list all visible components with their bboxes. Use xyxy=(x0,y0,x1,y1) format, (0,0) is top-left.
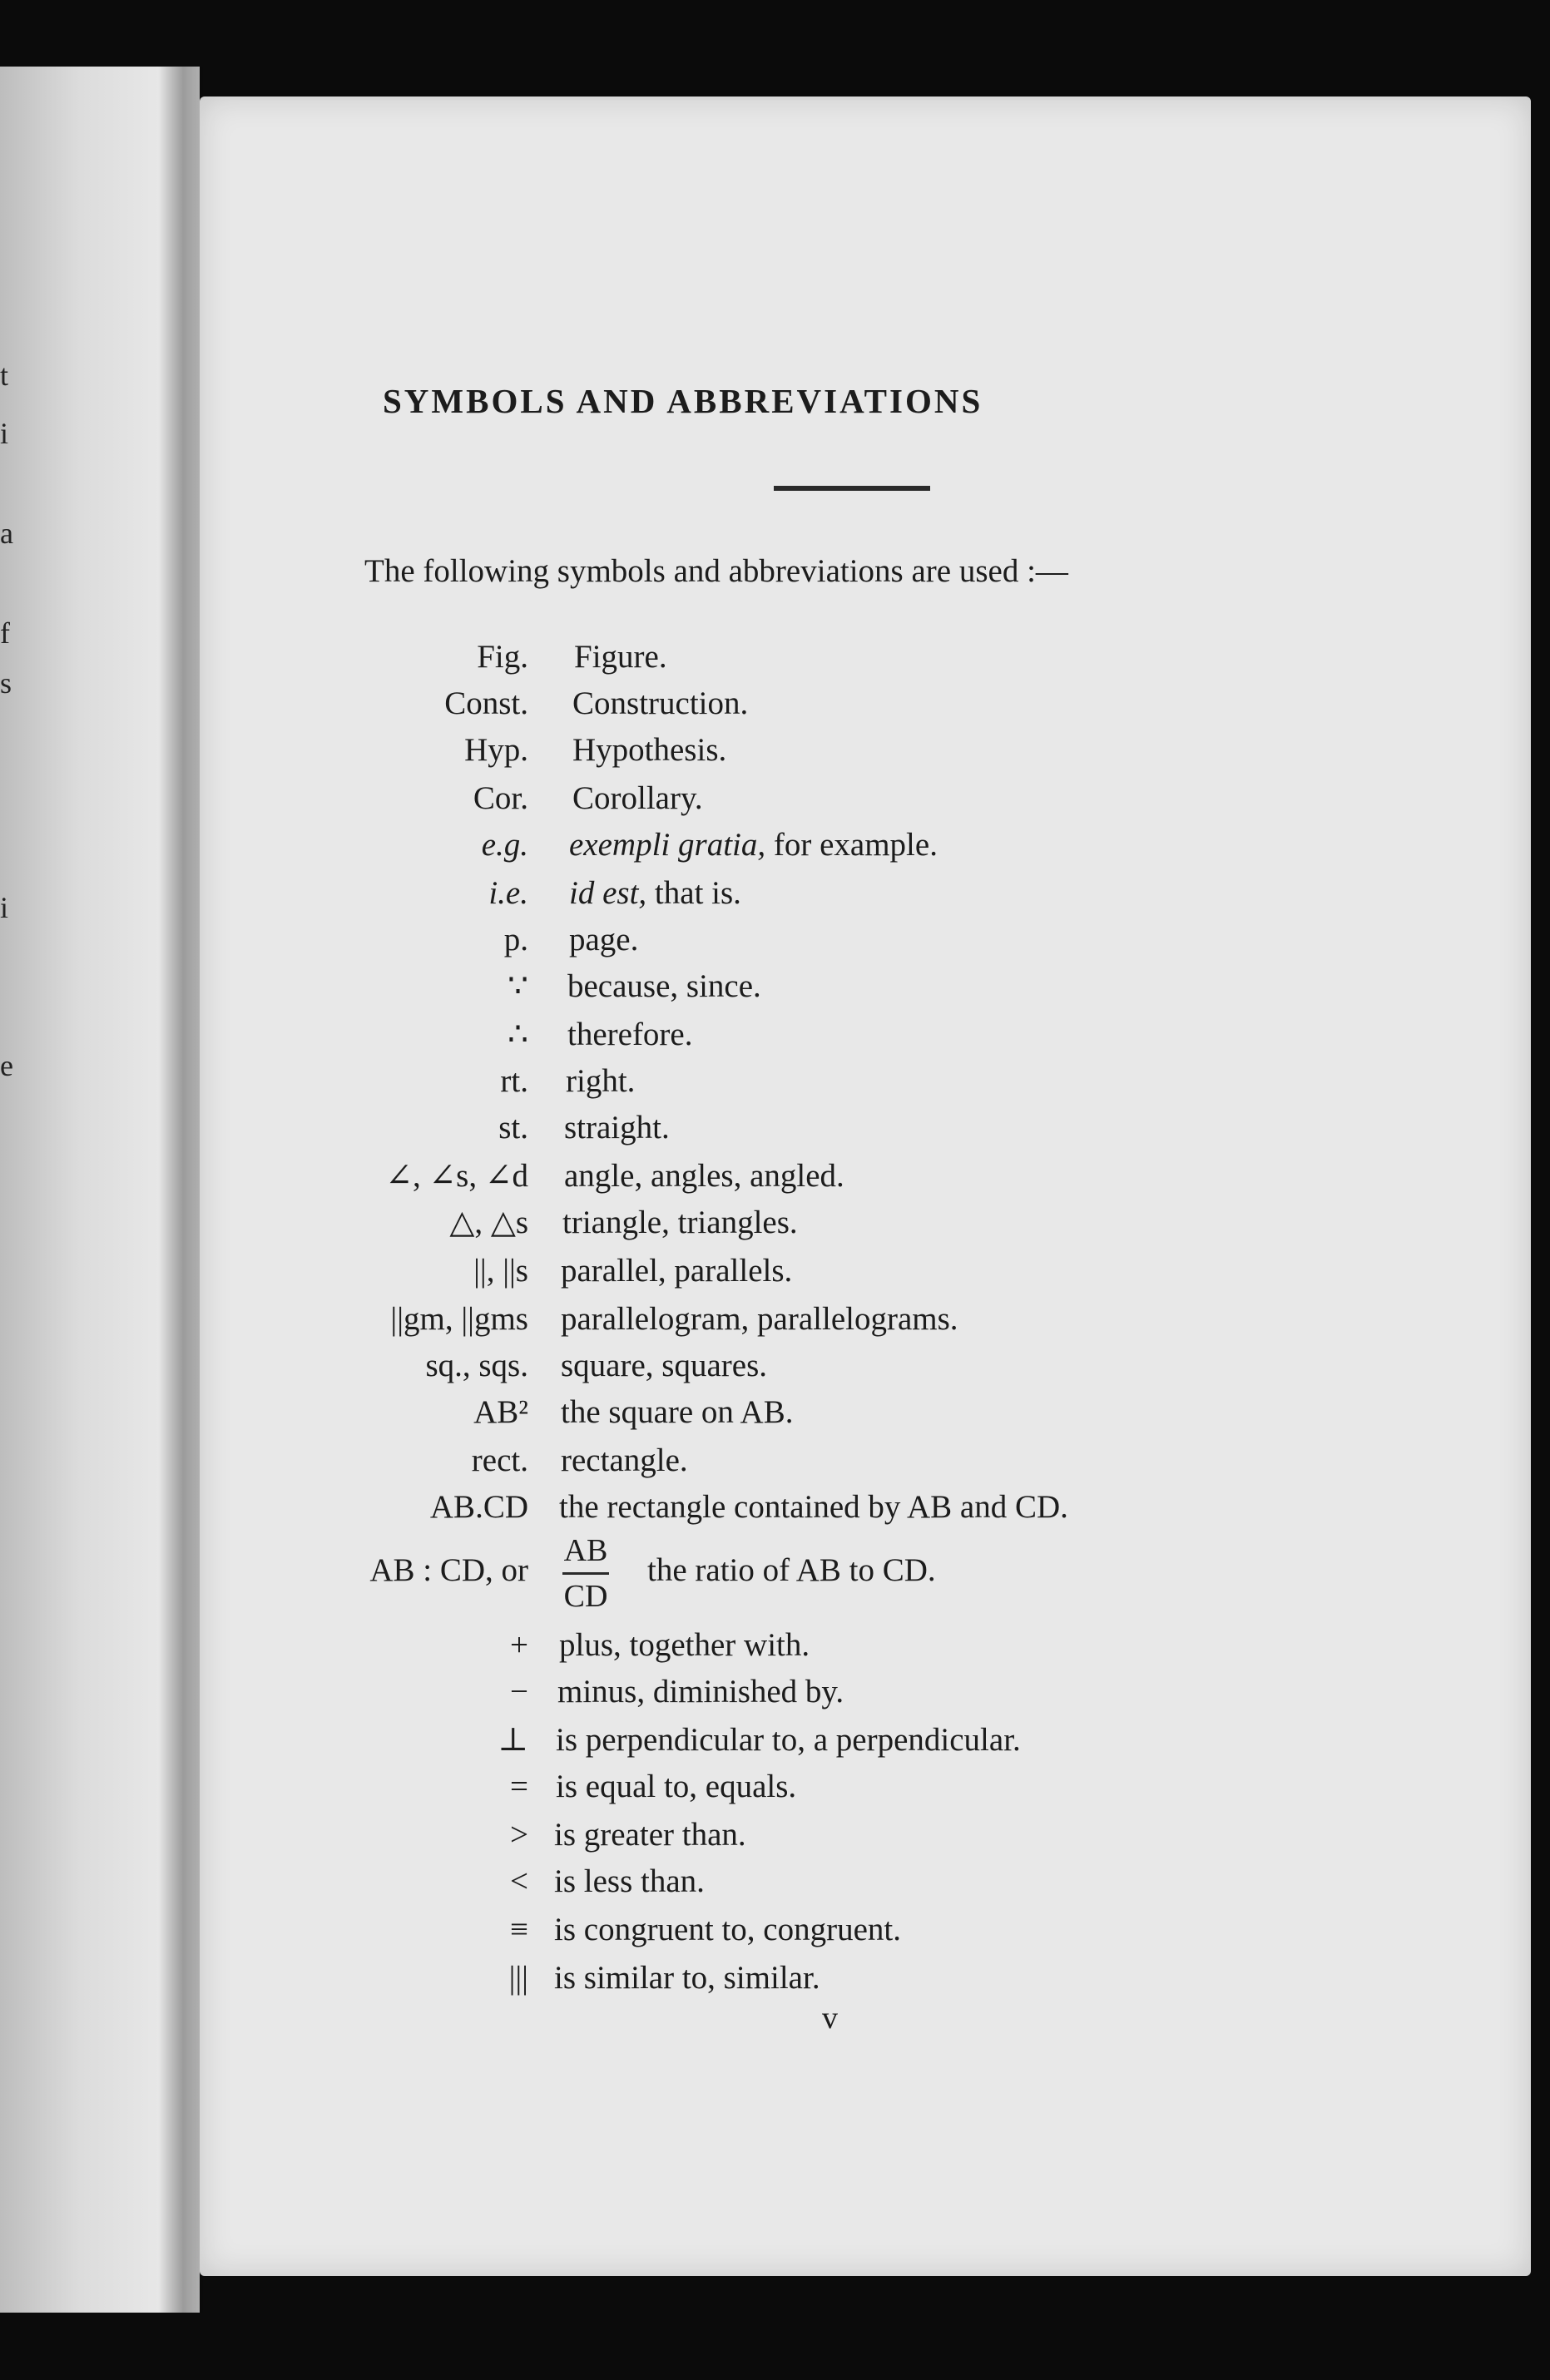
entry-meaning-text: rectangle. xyxy=(561,1442,688,1478)
entry-meaning-latin: id est, xyxy=(569,875,647,911)
entry-symbol: e.g. xyxy=(481,827,528,863)
entry-symbol: > xyxy=(510,1817,528,1853)
list-item xyxy=(0,1296,1550,1343)
entry-meaning xyxy=(564,1105,670,1151)
entry-meaning xyxy=(569,822,938,868)
fraction-denominator: CD xyxy=(563,1579,608,1614)
list-item xyxy=(0,727,1550,774)
entry-symbol: ||| xyxy=(508,1960,528,1996)
entry-symbol: ⊥ xyxy=(498,1722,528,1758)
fraction-numerator: AB xyxy=(563,1533,608,1568)
entry-meaning-text: parallelogram, parallelograms. xyxy=(561,1301,958,1337)
entry-meaning xyxy=(567,1012,692,1058)
entry-symbol: AB.CD xyxy=(429,1489,528,1525)
list-item xyxy=(0,1248,1550,1294)
list-item xyxy=(0,1907,1550,1953)
entry-symbol: ∠, ∠s, ∠d xyxy=(385,1158,528,1194)
entry-meaning-text: right. xyxy=(566,1063,636,1099)
entry-symbol: △, △s xyxy=(449,1205,528,1240)
list-item xyxy=(0,1764,1550,1810)
entry-symbol: − xyxy=(510,1674,528,1710)
entry-meaning xyxy=(556,1717,1021,1764)
entry-symbol: ||gm, ||gms xyxy=(390,1301,528,1337)
list-item xyxy=(0,1622,1550,1669)
entry-meaning-text: Corollary. xyxy=(572,780,703,816)
entry-meaning xyxy=(561,1248,792,1294)
title-rule xyxy=(774,486,930,491)
entry-meaning-text: straight. xyxy=(564,1110,670,1145)
entry-meaning-text: therefore. xyxy=(567,1017,693,1052)
entry-meaning xyxy=(566,1058,635,1105)
entry-meaning xyxy=(569,917,638,963)
entry-meaning xyxy=(567,963,761,1010)
page-title: SYMBOLS AND ABBREVIATIONS xyxy=(383,382,983,420)
list-item xyxy=(0,1717,1550,1764)
entry-meaning xyxy=(572,775,703,822)
list-item xyxy=(0,1058,1550,1105)
list-item xyxy=(0,963,1550,1010)
list-item xyxy=(0,1484,1550,1531)
edge-letter: t xyxy=(0,359,9,392)
entry-meaning xyxy=(564,1153,844,1200)
list-item xyxy=(0,1343,1550,1389)
entry-meaning xyxy=(559,1622,810,1669)
entry-symbol: = xyxy=(510,1769,528,1804)
entry-meaning-text: is perpendicular to, a perpendicular. xyxy=(556,1722,1021,1758)
entry-meaning-text: the ratio of AB to CD. xyxy=(647,1552,936,1588)
entry-meaning xyxy=(554,1955,820,2001)
entry-symbol: + xyxy=(510,1627,528,1663)
entry-meaning xyxy=(647,1547,936,1594)
entry-symbol: st. xyxy=(498,1110,528,1145)
entry-meaning-text: is greater than. xyxy=(554,1817,746,1853)
entry-symbol: ∵ xyxy=(508,968,528,1004)
entry-meaning-text: the square on AB. xyxy=(561,1394,794,1430)
entry-symbol: Const. xyxy=(444,685,528,721)
entry-symbol: ||, ||s xyxy=(473,1253,528,1289)
page-number: v xyxy=(822,2001,838,2036)
entry-meaning-text: page. xyxy=(569,922,639,957)
entry-symbol: i.e. xyxy=(488,875,528,911)
entry-symbol: rect. xyxy=(471,1442,528,1478)
list-item xyxy=(0,775,1550,822)
entry-symbol: Cor. xyxy=(473,780,528,816)
list-item xyxy=(0,917,1550,963)
list-item xyxy=(0,1200,1550,1246)
ratio-fraction xyxy=(559,1531,612,1616)
entry-meaning xyxy=(561,1296,958,1343)
list-item xyxy=(0,870,1550,917)
entry-meaning-text: that is. xyxy=(654,875,741,911)
entry-meaning-latin: exempli gratia, xyxy=(569,827,766,863)
entry-meaning xyxy=(554,1907,901,1953)
list-item xyxy=(0,1669,1550,1715)
entry-symbol: AB² xyxy=(473,1394,528,1430)
entry-meaning xyxy=(557,1669,844,1715)
entry-symbol: AB : CD, or xyxy=(369,1552,528,1588)
entry-meaning xyxy=(561,1343,767,1389)
entry-meaning xyxy=(572,727,726,774)
edge-letter: e xyxy=(0,1049,13,1082)
entry-symbol: ∴ xyxy=(508,1017,528,1052)
intro-text: The following symbols and abbreviations are used :— xyxy=(364,553,1068,589)
list-item xyxy=(0,1437,1550,1484)
list-item xyxy=(0,634,1550,680)
entry-meaning xyxy=(559,1484,1068,1531)
entry-meaning-text: square, squares. xyxy=(561,1348,767,1383)
list-item xyxy=(0,1153,1550,1200)
entry-symbol: Fig. xyxy=(477,639,528,675)
list-item xyxy=(0,1389,1550,1436)
entry-meaning-text: minus, diminished by. xyxy=(557,1674,844,1710)
entry-meaning-text: is congruent to, congruent. xyxy=(554,1912,901,1947)
edge-letter: i xyxy=(0,891,9,924)
fraction-bar xyxy=(562,1572,609,1575)
entry-meaning-text: angle, angles, angled. xyxy=(564,1158,844,1194)
list-item xyxy=(0,1012,1550,1058)
entry-meaning xyxy=(561,1389,793,1436)
entry-meaning xyxy=(572,680,748,727)
entry-meaning xyxy=(554,1812,746,1858)
list-item xyxy=(0,680,1550,727)
list-item xyxy=(0,1858,1550,1905)
entry-meaning xyxy=(562,1200,798,1246)
entry-symbol: p. xyxy=(503,922,528,957)
list-item xyxy=(0,822,1550,868)
entry-meaning-text: because, since. xyxy=(567,968,761,1004)
list-item xyxy=(0,1547,1550,1594)
entry-meaning-text: for example. xyxy=(773,827,938,863)
entry-symbol: < xyxy=(510,1863,528,1899)
entry-meaning-text: triangle, triangles. xyxy=(562,1205,798,1240)
entry-meaning-text: is similar to, similar. xyxy=(554,1960,820,1996)
entry-meaning-text: plus, together with. xyxy=(559,1627,810,1663)
entry-symbol: sq., sqs. xyxy=(425,1348,528,1383)
entry-meaning-text: Construction. xyxy=(572,685,749,721)
entry-meaning xyxy=(554,1858,705,1905)
entry-symbol: rt. xyxy=(500,1063,528,1099)
entry-meaning-text: is less than. xyxy=(554,1863,705,1899)
edge-letter: i xyxy=(0,417,9,450)
entry-symbol: Hyp. xyxy=(464,732,528,768)
entry-meaning-text: parallel, parallels. xyxy=(561,1253,793,1289)
list-item xyxy=(0,1105,1550,1151)
edge-letter: f xyxy=(0,616,10,650)
entry-meaning-text: the rectangle contained by AB and CD. xyxy=(559,1489,1068,1525)
list-item xyxy=(0,1812,1550,1858)
entry-meaning-text: Hypothesis. xyxy=(572,732,727,768)
edge-letter: a xyxy=(0,517,13,550)
edge-letter: s xyxy=(0,666,12,700)
entry-symbol: ≡ xyxy=(510,1912,528,1947)
entry-meaning-text: Figure. xyxy=(574,639,667,675)
entry-meaning xyxy=(561,1437,688,1484)
entry-meaning xyxy=(569,870,741,917)
entry-meaning-text: is equal to, equals. xyxy=(556,1769,797,1804)
entry-meaning xyxy=(574,634,667,680)
entry-meaning xyxy=(556,1764,796,1810)
list-item xyxy=(0,1955,1550,2001)
